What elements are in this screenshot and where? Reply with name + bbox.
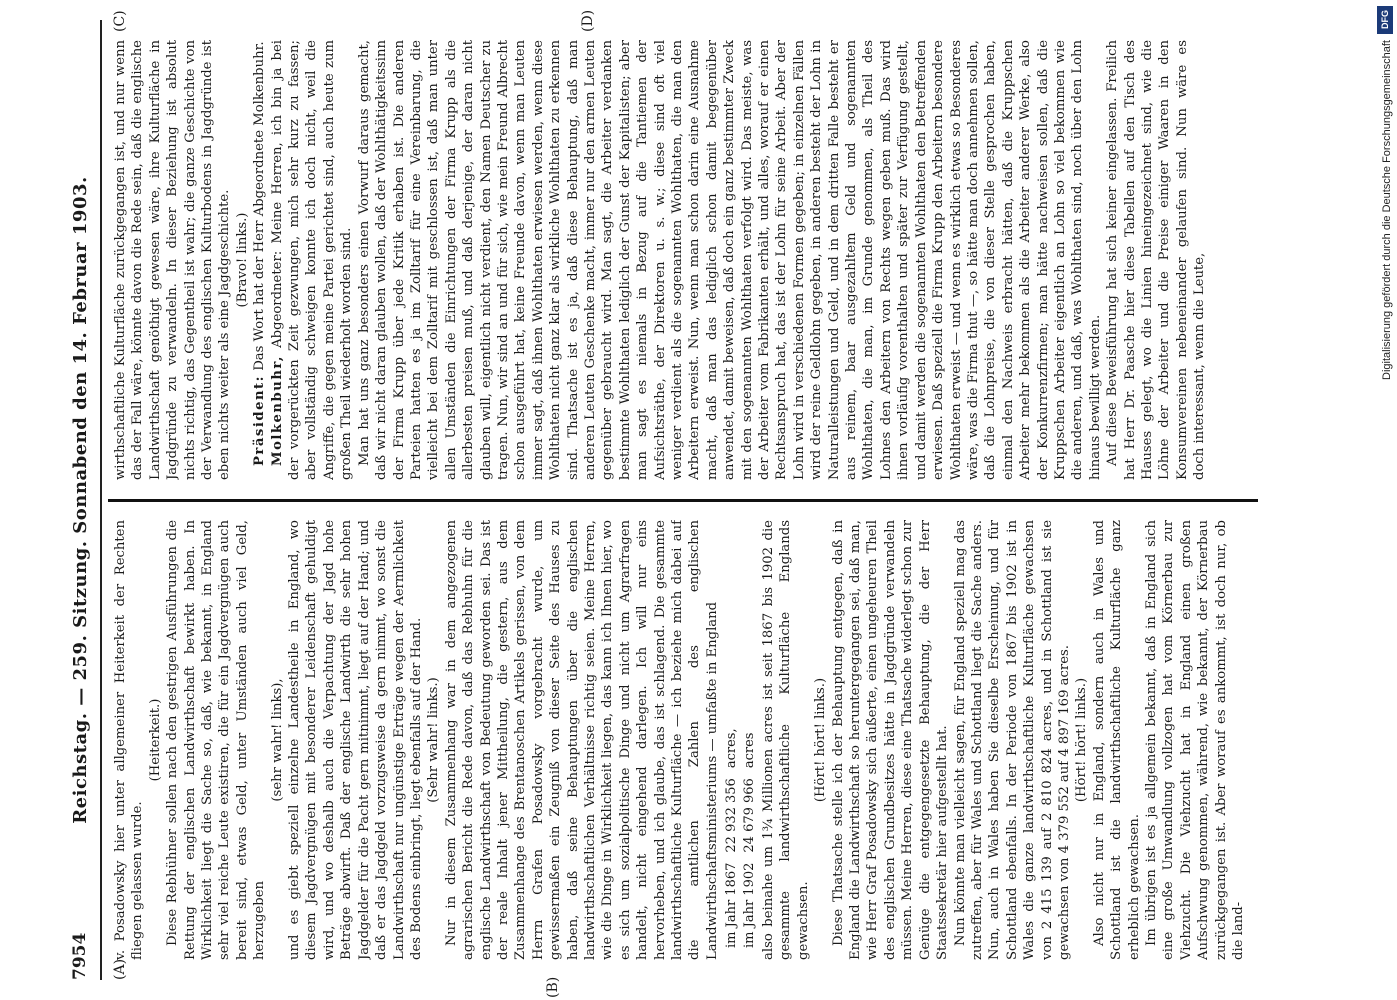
funding-note xyxy=(1377,0,1393,1000)
paragraph: Im übrigen ist es ja allgemein bekannt, daß in England sich eine große Umwandlung vollzogen hat vom Körnerbau zur Viehzucht. Die Viehzucht hat in England einen großen Aufschwung genommen, während, wie bekannt, der Körnerbau zurückgegangen ist. Aber worauf es ankommt, ist doch nur, ob die land- xyxy=(1143,520,1246,960)
margin-marker-a: (A) xyxy=(112,958,128,980)
table-cell: im Jahr 1902 xyxy=(741,862,757,948)
remark: (Bravo! links.) xyxy=(234,212,250,308)
table-row xyxy=(741,718,758,948)
remark: (Hört! hört! links.) xyxy=(813,677,829,803)
margin-marker-d: (D) xyxy=(580,9,596,32)
paragraph: wirthschaftliche Kulturfläche zurückgegangen ist, und nur wenn das der Fall wäre, könnte davon die Rede sein, daß die englische Landwirthschaft genöthigt gewesen wäre, ihre Kulturfläche in Jagdgründe zu verwandeln. In dieser Beziehung ist absolut nichts richtig, das Gegentheil ist wahr; die ganze Geschichte von der Verwandlung des englischen Kulturbodens in Jagdgründe ist eben nichts weiter als eine Jagdgeschichte. xyxy=(113,40,233,480)
margin-marker-c: (C) xyxy=(112,10,128,32)
page-header xyxy=(70,20,100,980)
speaker-label: Molkenbuhr, xyxy=(269,355,285,466)
speaker-paragraph xyxy=(251,40,268,480)
header-rule xyxy=(100,20,102,980)
page-number: 7954 xyxy=(70,932,90,980)
speaker-text: Das Wort hat der Herr Abgeordnete Molkenbuhr. xyxy=(252,41,268,371)
paragraph: Also nicht nur in England, sondern auch in Wales und Schottland ist die landwirthschaftliche Kulturfläche ganz erheblich gewachsen. xyxy=(1091,520,1142,960)
table-cell: im Jahr 1867 xyxy=(724,862,740,948)
remark: (Sehr wahr! links.) xyxy=(426,677,442,803)
remark: (sehr wahr! links), xyxy=(269,678,285,802)
dfg-logo: DFG xyxy=(1377,6,1393,34)
paragraph: Diese Thatsache stelle ich der Behauptung entgegen, daß in England die Landwirthschaft so heruntergegangen sei, daß man, wie Herr Graf Posadowsky sich äußerte, einen ungeheuren Theil des englischen Grundbesitzes hätte in Jagdgründe verwandeln müssen. Meine Herren, diese eine Thatsache widerlegt schon zur Genüge die entgegengesetzte Behauptung, die der Herr Staatssekretär hier aufgestellt hat. xyxy=(830,520,951,960)
paragraph: Diese Rebhühner sollen nach den gestrigen Ausführungen die Rettung der englischen Landwirthschaft bewirkt haben. In Wirklichkeit liegt die Sache so, daß, wie bekannt, in England sehr viel reiche Leute existiren, die für ein Jagdvergnügen auch bereit sind, etwas Geld, unter Umständen auch viel Geld, herzugeben xyxy=(165,520,268,960)
speaker-paragraph xyxy=(269,40,356,480)
right-column xyxy=(112,40,1262,480)
paragraph: und es giebt speziell einzelne Landestheile in England, wo diesem Jagdvergnügen mit besonderer Leidenschaft gehuldigt wird, und wo deshalb auch die Verpachtung der Jagd hohe Beträge abwirft. Daß der englische Landwirth die sehr hohen Jagdgelder für die Pacht gern mitnimmt, liegt auf der Hand; und daß er das Jagdgeld vorzugsweise da gern nimmt, wo sonst die Landwirthschaft nur ungünstige Erträge wegen der Aermlichkeit des Bodens einbringt, liegt ebenfalls auf der Hand. xyxy=(287,520,424,960)
funding-text: Digitalisierung gefördert durch die Deutsche Forschungsgemeinschaft xyxy=(1381,40,1393,380)
acreage-table xyxy=(723,718,758,948)
paragraph: Auf diese Beweisführung hat sich keiner eingelassen. Freilich hat Herr Dr. Paasche hier diese Tabellen auf den Tisch des Hauses gelegt, wo die Linien hineingezeichnet sind, wie die Löhne der Arbeiter und die Preise einiger Waaren in den Konsumvereinen nebeneinander gelaufen sind. Nun wäre es doch interessant, wenn die Leute, xyxy=(1105,40,1208,480)
paragraph: Nun könnte man vielleicht sagen, für England speziell mag das zutreffen, aber für Wales und Schottland liegt die Sache anders. Nun, auch in Wales haben Sie dieselbe Erscheinung, und für Schottland ebenfalls. In der Periode von 1867 bis 1902 ist in Wales die ganze landwirthschaftliche Kulturfläche gewachsen von 2 415 139 auf 2 810 824 acres, und in Schottland ist sie gewachsen von 4 379 552 auf 4 897 169 acres. xyxy=(952,520,1072,960)
paragraph: also beinahe um 1¾ Millionen acres ist seit 1867 bis 1902 die gesammte landwirthschaftliche Kulturfläche Englands gewachsen. xyxy=(761,520,811,960)
paragraph: v. Posadowsky hier unter allgemeiner Heiterkeit der Rechten fliegen gelassen wurde. xyxy=(113,520,146,960)
left-column xyxy=(112,520,1262,960)
margin-marker-b: (B) xyxy=(545,976,561,998)
table-cell: acres, xyxy=(724,728,740,769)
column-divider xyxy=(108,499,1258,502)
remark: (Hört! hört! links.) xyxy=(1074,677,1090,803)
table-cell: 22 932 356 xyxy=(724,778,740,853)
paragraph: Nur in diesem Zusammenhang war in dem angezogenen agrarischen Bericht die Rede davon, daß das Rebhuhn für die englische Landwirthschaft von Bedeutung geworden sei. Das ist der reale Inhalt jener Mittheilung, die gestern, aus dem Zusammenhange des Brentanoschen Artikels gerissen, von dem Herrn Grafen Posadowsky vorgebracht wurde, um gewissermaßen ein Zeugniß von dieser Seite des Hauses zu haben, daß seine Behauptungen über die englischen landwirthschaftlichen Verhältnisse richtig seien. Meine Herren, wie die Dinge in Wirklichkeit liegen, das kann ich Ihnen hier, wo es sich um sozialpolitische Dinge und nicht um Agrarfragen handelt, nicht eingehend darlegen. Ich will nur eins hervorheben, und ich glaube, das ist schlagend. Die gesammte landwirthschaftliche Kulturfläche — ich beziehe mich dabei auf die amtlichen Zahlen des englischen Landwirthschaftsministeriums — umfaßte in England xyxy=(443,520,720,960)
speaker-label: Präsident: xyxy=(252,374,268,466)
table-cell: acres xyxy=(741,732,757,769)
table-row xyxy=(723,718,740,948)
speaker-text: Abgeordneter: Meine Herren, ich bin ja bei der vorgerückten Zeit gezwungen, mich sehr kurz zu fassen; aber vollständig schweigen konnte ich doch nicht, weil die Angriffe, die gegen meine Partei gerichtet sind, auch heute zum großen Theil wiederholt worden sind. xyxy=(269,40,355,480)
paragraph: Man hat uns ganz besonders einen Vorwurf daraus gemacht, daß wir nicht daran glauben wollen, daß der Wohlthätigkeitssinn der Firma Krupp über jede Kritik erhaben ist. Die anderen Parteien hatten es ja im Zolltarif für eine Vereinbarung, die vielleicht bei dem Zolltarif mit geschlossen ist, daß man unter allen Umständen die Einrichtungen der Firma Krupp als die allerbesten preisen muß, und daß derjenige, der daran nicht glauben will, eigentlich nicht verdient, den Namen Deutscher zu tragen. Nun, wir sind an und für sich, wie mein Freund Albrecht schon ausgeführt hat, keine Freunde davon, wenn man Leuten immer sagt, daß ihnen Wohlthaten erwiesen werden, wenn diese Wohlthaten nicht ganz klar als wirkliche Wohlthaten zu erkennen sind. Thatsache ist es ja, daß diese Behauptung, daß man anderen Leuten Geschenke macht, immer nur den armen Leuten gegenüber gebraucht wird. Man sagt, die Arbeiter verdanken bestimmte Wohlthaten lediglich der Gunst der Kapitalisten; aber man sagt es niemals in Bezug auf die Tantiemen der Aufsichtsräthe, der Direktoren u. s. w.; diese sind oft viel weniger verdient als die sogenannten Wohlthaten, die man den Arbeitern erweist. Nun, wenn man schon darin eine Ausnahme macht, daß man das lediglich schon damit begegenüber anwendet, damit beweisen, daß doch ein ganz bestimmter Zweck mit den sogenannten Wohlthaten verfolgt wird. Das meiste, was der Arbeiter vom Fabrikanten erhält, und alles, worauf er einen Rechtsanspruch hat, das ist der Lohn für seine Arbeit. Aber der Lohn wird in verschiedenen Formen gegeben; in einzelnen Fällen wird der reine Geldlohn gegeben, in anderen besteht der Lohn in Naturalleistungen und Geld, und in dem dritten Falle besteht er aus reinem, baar ausgezahltem Geld und sogenannten Wohlthaten, die man, im Grunde genommen, als Theil des Lohnes den Arbeitern von Rechts wegen geben muß. Das wird ihnen vorläufig vorenthalten und später zur Verfügung gestellt, und damit werden die sogenannten Wohlthaten den Betreffenden erwiesen. Daß speziell die Firma Krupp den Arbeitern besondere Wohlthaten erweist — und wenn es wirklich etwas so Besonderes wäre, was die Firma thut —, so hätte man doch annehmen sollen, daß die Lohnpreise, die von dieser Stelle gesprochen haben, einmal den Nachweis erbracht hätten, daß die Kruppschen Arbeiter mehr bekommen als die Arbeiter anderer Werke, also der Konkurrenzfirmen; man hätte nachweisen sollen, daß die Kruppschen Arbeiter eigentlich an Lohn so viel bekommen wie die anderen, und daß, was Wohlthaten sind, noch über den Lohn hinaus bewilligt werden. xyxy=(356,40,1103,480)
running-title: Reichstag. — 259. Sitzung. Sonnabend den 14. Februar 1903. xyxy=(70,176,91,824)
table-cell: 24 679 966 xyxy=(741,778,757,853)
remark: (Heiterkeit.) xyxy=(147,698,163,782)
